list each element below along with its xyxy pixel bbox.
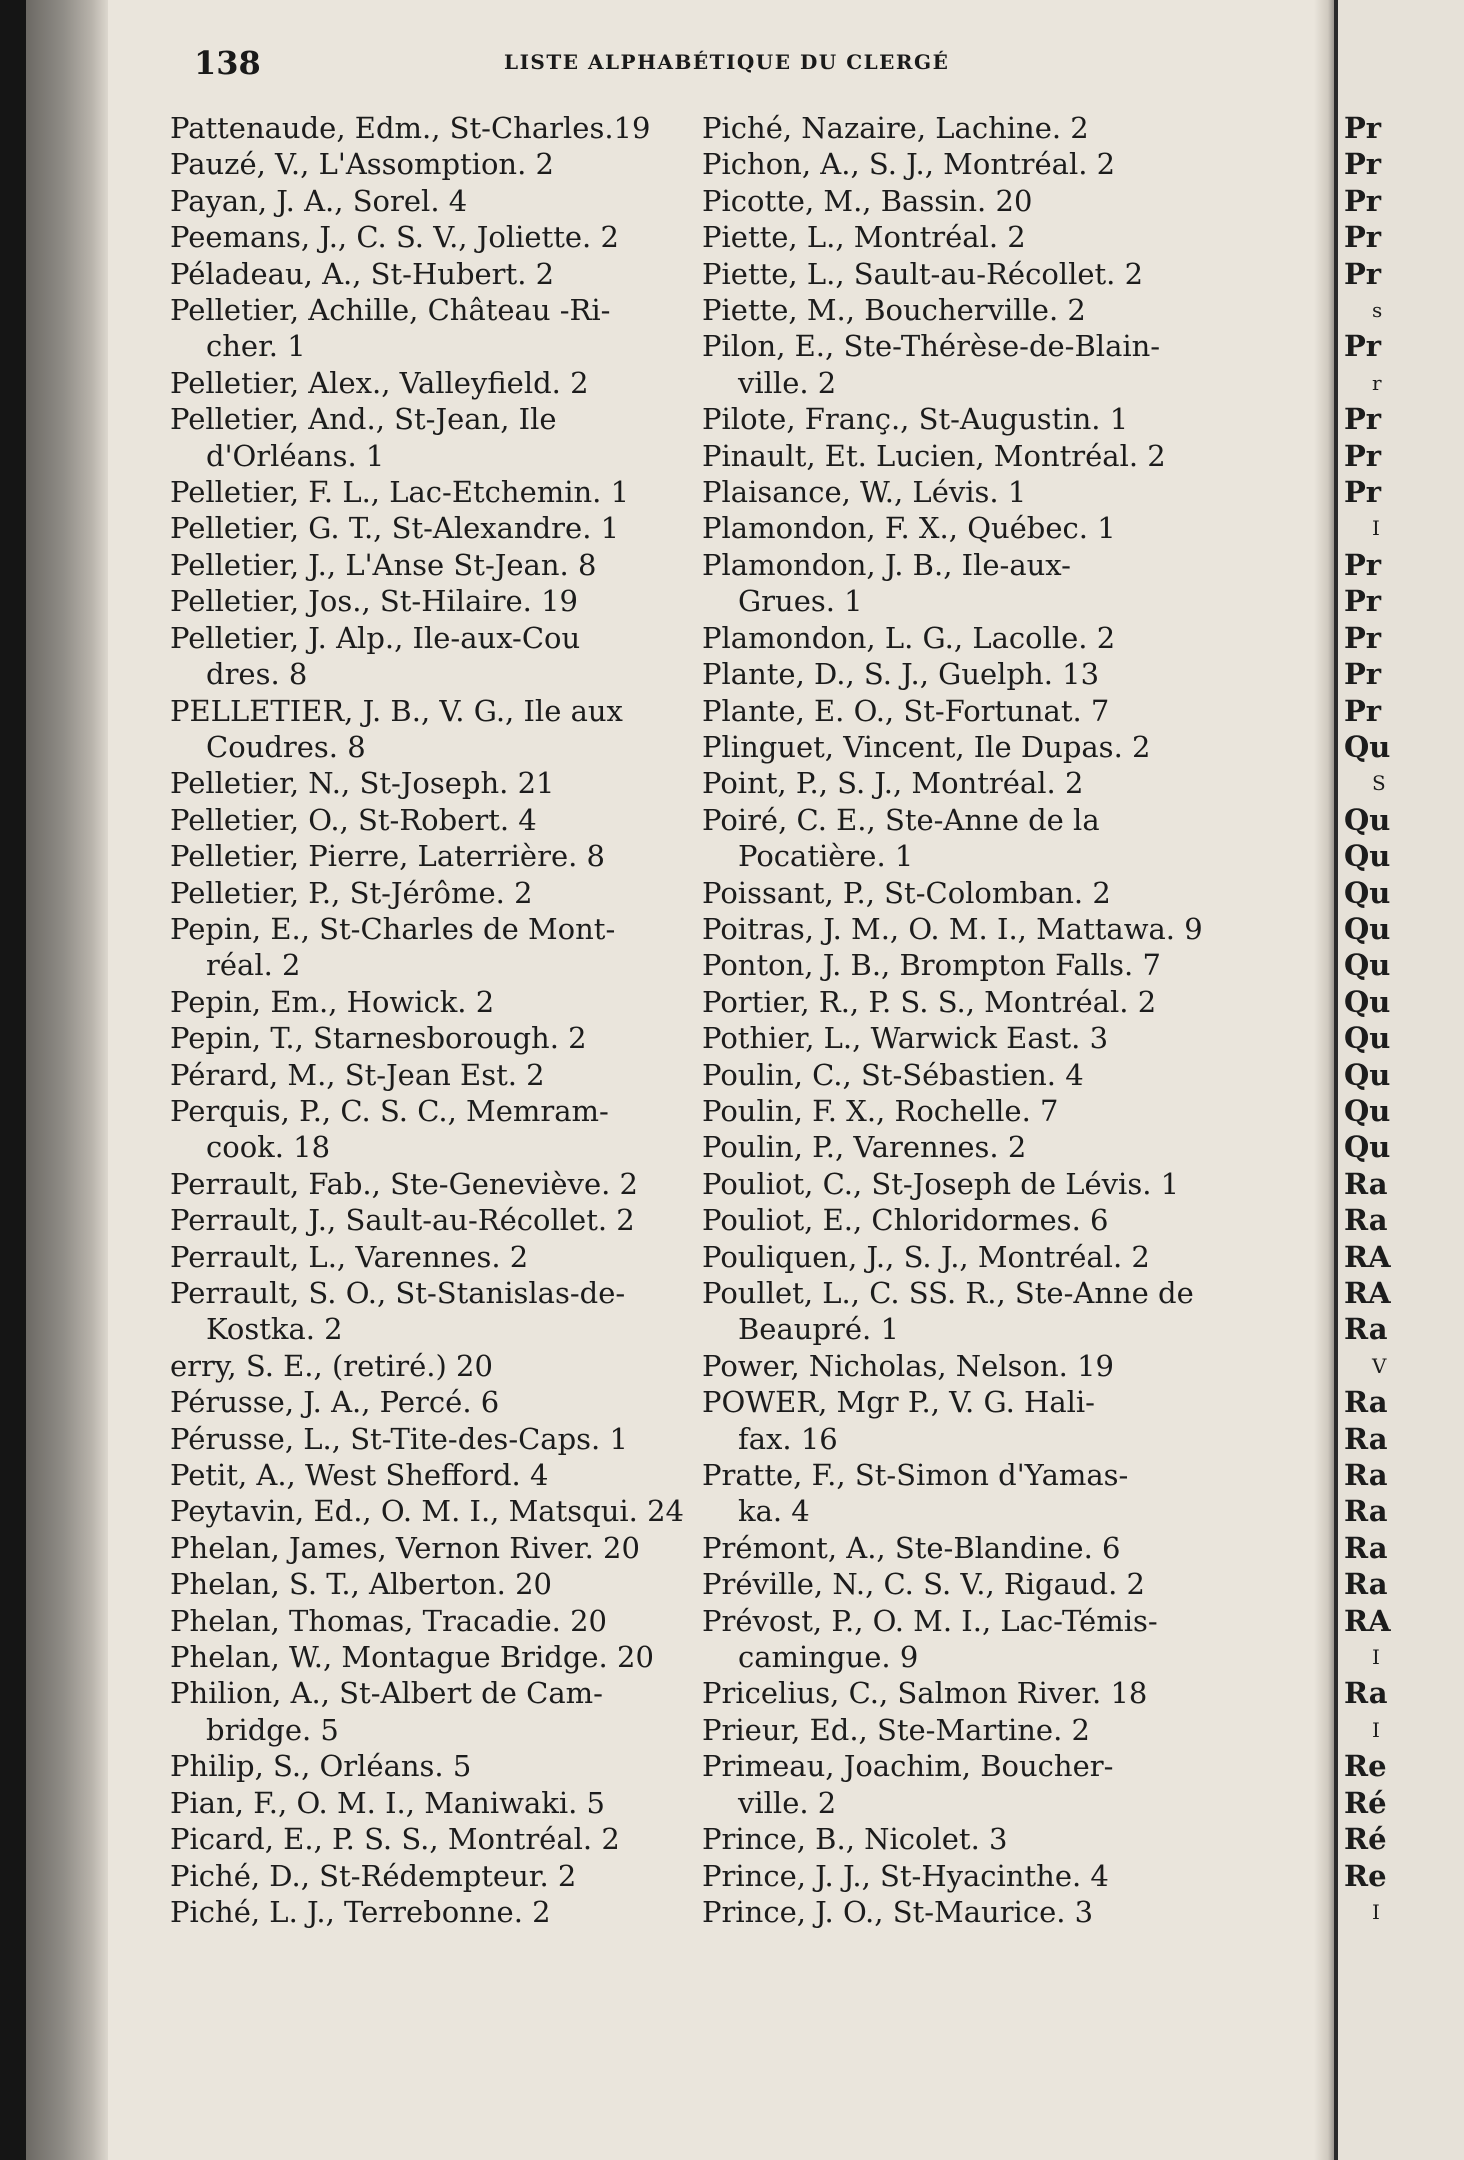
facing-entry-fragment: Ra xyxy=(1344,1530,1388,1565)
facing-entry-fragment: Ra xyxy=(1344,1458,1388,1493)
directory-entry-line: Poitras, J. M., O. M. I., Mattawa. 9 xyxy=(702,911,1203,946)
running-head: LISTE ALPHABÉTIQUE DU CLERGÉ xyxy=(504,50,950,74)
directory-entry-line: Piette, L., Sault-au-Récollet. 2 xyxy=(702,256,1144,291)
facing-entry-fragment: Qu xyxy=(1344,729,1391,764)
facing-entry-fragment: RA xyxy=(1344,1603,1391,1638)
directory-entry-line: Power, Nicholas, Nelson. 19 xyxy=(702,1348,1114,1383)
directory-entry-line: Piette, L., Montréal. 2 xyxy=(702,220,1026,255)
facing-entry-fragment: Pr xyxy=(1344,693,1382,728)
facing-entry-fragment: Ra xyxy=(1344,1421,1388,1456)
directory-entry-line: Péladeau, A., St-Hubert. 2 xyxy=(170,256,555,291)
directory-entry-line: Pepin, T., Starnesborough. 2 xyxy=(170,1021,587,1056)
directory-entry-line: Phelan, James, Vernon River. 20 xyxy=(170,1530,640,1565)
directory-entry-line: PELLETIER, J. B., V. G., Ile aux xyxy=(170,693,623,728)
facing-entry-fragment: I xyxy=(1372,1899,1380,1924)
directory-entry-line: Pelletier, J. Alp., Ile-aux-Cou xyxy=(170,620,581,655)
directory-entry-line: Pérard, M., St-Jean Est. 2 xyxy=(170,1057,545,1092)
directory-entry-line: Perrault, S. O., St-Stanislas-de- xyxy=(170,1276,626,1310)
directory-entry-line: bridge. 5 xyxy=(206,1712,339,1747)
directory-entry-line: ville. 2 xyxy=(738,1785,837,1820)
facing-entry-fragment: Pr xyxy=(1344,584,1382,619)
facing-entry-fragment: Qu xyxy=(1344,1130,1391,1165)
directory-entry-line: Prince, J. O., St-Maurice. 3 xyxy=(702,1894,1094,1929)
directory-entry-line: Pian, F., O. M. I., Maniwaki. 5 xyxy=(170,1785,605,1820)
facing-entry-fragment: Qu xyxy=(1344,984,1391,1019)
directory-entry-line: réal. 2 xyxy=(206,948,301,983)
facing-entry-fragment: Pr xyxy=(1344,620,1382,655)
page-gutter-shadow xyxy=(26,0,108,2160)
directory-entry-line: Piette, M., Boucherville. 2 xyxy=(702,293,1086,328)
facing-entry-fragment: s xyxy=(1372,298,1383,323)
facing-entry-fragment: Qu xyxy=(1344,1093,1391,1128)
directory-entry-line: Pelletier, Achille, Château -Ri- xyxy=(170,293,611,328)
facing-entry-fragment: Qu xyxy=(1344,839,1391,874)
directory-entry-line: Peytavin, Ed., O. M. I., Matsqui. 24 xyxy=(170,1494,684,1529)
facing-entry-fragment: Ra xyxy=(1344,1312,1388,1347)
directory-entry-line: Pilon, E., Ste-Thérèse-de-Blain- xyxy=(702,329,1161,364)
facing-entry-fragment: V xyxy=(1372,1353,1387,1378)
directory-entry-line: Pocatière. 1 xyxy=(738,839,914,874)
directory-entry-line: Ponton, J. B., Brompton Falls. 7 xyxy=(702,948,1161,983)
book-binding xyxy=(0,0,26,2160)
directory-entry-line: Beaupré. 1 xyxy=(738,1312,899,1347)
facing-entry-fragment: r xyxy=(1372,370,1382,395)
directory-entry-line: Philip, S., Orléans. 5 xyxy=(170,1749,472,1784)
facing-entry-fragment: Pr xyxy=(1344,111,1382,145)
left-column-entries xyxy=(170,110,700,1930)
directory-entry-line: Perquis, P., C. S. C., Memram- xyxy=(170,1093,609,1128)
facing-entry-fragment: Qu xyxy=(1344,802,1391,837)
directory-entry-line: Plamondon, J. B., Ile-aux- xyxy=(702,547,1071,582)
directory-entry-line: POWER, Mgr P., V. G. Hali- xyxy=(702,1385,1095,1420)
directory-entry-line: Peemans, J., C. S. V., Joliette. 2 xyxy=(170,220,619,255)
directory-entry-line: Préville, N., C. S. V., Rigaud. 2 xyxy=(702,1567,1146,1602)
directory-entry-line: Perrault, Fab., Ste-Geneviève. 2 xyxy=(170,1166,638,1201)
directory-entry-line: Kostka. 2 xyxy=(206,1312,343,1347)
directory-entry-line: Pothier, L., Warwick East. 3 xyxy=(702,1021,1109,1056)
directory-entry-line: Philion, A., St-Albert de Cam- xyxy=(170,1676,603,1711)
directory-entry-line: Coudres. 8 xyxy=(206,729,366,764)
directory-entry-line: Pelletier, O., St-Robert. 4 xyxy=(170,802,537,837)
directory-entry-line: Prince, J. J., St-Hyacinthe. 4 xyxy=(702,1858,1109,1893)
directory-entry-line: Poulin, C., St-Sébastien. 4 xyxy=(702,1057,1084,1092)
right-column-entries xyxy=(702,110,1262,1930)
directory-entry-line: Payan, J. A., Sorel. 4 xyxy=(170,183,468,218)
directory-entry-line: cook. 18 xyxy=(206,1130,331,1165)
facing-entry-fragment: Ra xyxy=(1344,1203,1388,1238)
directory-entry-line: Piché, L. J., Terrebonne. 2 xyxy=(170,1894,551,1929)
directory-entry-line: Poissant, P., St-Colomban. 2 xyxy=(702,875,1111,910)
facing-entry-fragment: Re xyxy=(1344,1749,1387,1784)
directory-entry-line: Portier, R., P. S. S., Montréal. 2 xyxy=(702,984,1157,1019)
facing-entry-fragment: I xyxy=(1372,516,1380,541)
page-number: 138 xyxy=(194,44,261,82)
directory-entry-line: Piché, Nazaire, Lachine. 2 xyxy=(702,111,1089,145)
facing-entry-fragment: I xyxy=(1372,1645,1380,1670)
directory-entry-line: Pouliot, E., Chloridormes. 6 xyxy=(702,1203,1109,1238)
facing-entry-fragment: Pr xyxy=(1344,438,1382,473)
facing-page-entries xyxy=(1338,110,1391,1930)
facing-entry-fragment: I xyxy=(1372,1717,1380,1742)
facing-entry-fragment: Pr xyxy=(1344,402,1382,437)
facing-entry-fragment: RA xyxy=(1344,1276,1391,1310)
facing-entry-fragment: Ra xyxy=(1344,1385,1388,1420)
directory-entry-line: Poiré, C. E., Ste-Anne de la xyxy=(702,802,1100,837)
directory-entry-line: cher. 1 xyxy=(206,329,306,364)
directory-entry-line: Pérusse, J. A., Percé. 6 xyxy=(170,1385,500,1420)
facing-entry-fragment: Pr xyxy=(1344,547,1382,582)
directory-entry-line: Phelan, Thomas, Tracadie. 20 xyxy=(170,1603,607,1638)
directory-entry-line: Prieur, Ed., Ste-Martine. 2 xyxy=(702,1712,1090,1747)
directory-entry-line: Prévost, P., O. M. I., Lac-Témis- xyxy=(702,1603,1158,1638)
directory-entry-line: Perrault, L., Varennes. 2 xyxy=(170,1239,529,1274)
directory-entry-line: Picotte, M., Bassin. 20 xyxy=(702,183,1033,218)
directory-entry-line: Pepin, Em., Howick. 2 xyxy=(170,984,495,1019)
page-fold-shadow xyxy=(1314,0,1334,2160)
directory-entry-line: Pattenaude, Edm., St-Charles.19 xyxy=(170,111,651,145)
directory-entry-line: Piché, D., St-Rédempteur. 2 xyxy=(170,1858,577,1893)
directory-entry-line: Point, P., S. J., Montréal. 2 xyxy=(702,766,1084,801)
directory-entry-line: Pelletier, N., St-Joseph. 21 xyxy=(170,766,555,801)
directory-entry-line: Prémont, A., Ste-Blandine. 6 xyxy=(702,1530,1121,1565)
directory-entry-line: Perrault, J., Sault-au-Récollet. 2 xyxy=(170,1203,635,1238)
directory-entry-line: Primeau, Joachim, Boucher- xyxy=(702,1749,1114,1784)
facing-entry-fragment: Pr xyxy=(1344,329,1382,364)
directory-entry-line: Pelletier, F. L., Lac-Etchemin. 1 xyxy=(170,475,630,510)
facing-entry-fragment: Pr xyxy=(1344,256,1382,291)
directory-entry-line: Pouliquen, J., S. J., Montréal. 2 xyxy=(702,1239,1150,1274)
facing-entry-fragment: Pr xyxy=(1344,475,1382,510)
directory-entry-line: Pelletier, Jos., St-Hilaire. 19 xyxy=(170,584,578,619)
directory-entry-line: Plaisance, W., Lévis. 1 xyxy=(702,475,1027,510)
directory-entry-line: Poulin, F. X., Rochelle. 7 xyxy=(702,1093,1059,1128)
directory-entry-line: ka. 4 xyxy=(738,1494,810,1529)
facing-entry-fragment: Pr xyxy=(1344,147,1382,182)
directory-entry-line: erry, S. E., (retiré.) 20 xyxy=(170,1348,493,1383)
facing-entry-fragment: Qu xyxy=(1344,1021,1391,1056)
directory-entry-line: Grues. 1 xyxy=(738,584,863,619)
directory-entry-line: Pinault, Et. Lucien, Montréal. 2 xyxy=(702,438,1166,473)
facing-entry-fragment: Ré xyxy=(1344,1785,1387,1820)
directory-entry-line: Pelletier, Alex., Valleyfield. 2 xyxy=(170,365,589,400)
facing-entry-fragment: Re xyxy=(1344,1858,1387,1893)
facing-entry-fragment: Qu xyxy=(1344,948,1391,983)
facing-page-fragment xyxy=(1338,0,1464,2160)
directory-entry-line: Pichon, A., S. J., Montréal. 2 xyxy=(702,147,1116,182)
directory-entry-line: Poulin, P., Varennes. 2 xyxy=(702,1130,1027,1165)
directory-entry-line: Plinguet, Vincent, Ile Dupas. 2 xyxy=(702,729,1151,764)
page-header xyxy=(194,44,1274,84)
directory-entry-line: Pauzé, V., L'Assomption. 2 xyxy=(170,147,554,182)
facing-entry-fragment: Ra xyxy=(1344,1676,1388,1711)
directory-entry-line: Pérusse, L., St-Tite-des-Caps. 1 xyxy=(170,1421,628,1456)
directory-entry-line: Plamondon, L. G., Lacolle. 2 xyxy=(702,620,1116,655)
facing-entry-fragment: Ra xyxy=(1344,1494,1388,1529)
facing-entry-fragment: S xyxy=(1372,771,1386,796)
directory-entry-line: Phelan, W., Montague Bridge. 20 xyxy=(170,1640,654,1675)
directory-entry-line: Plamondon, F. X., Québec. 1 xyxy=(702,511,1116,546)
directory-entry-line: Pratte, F., St-Simon d'Yamas- xyxy=(702,1458,1129,1493)
directory-entry-line: Pelletier, G. T., St-Alexandre. 1 xyxy=(170,511,620,546)
directory-entry-line: Pilote, Franç., St-Augustin. 1 xyxy=(702,402,1129,437)
directory-entry-line: Prince, B., Nicolet. 3 xyxy=(702,1822,1008,1857)
facing-entry-fragment: RA xyxy=(1344,1239,1391,1274)
directory-entry-line: Pelletier, And., St-Jean, Ile xyxy=(170,402,557,437)
directory-entry-line: Plante, D., S. J., Guelph. 13 xyxy=(702,657,1100,692)
facing-entry-fragment: Ra xyxy=(1344,1166,1388,1201)
directory-entry-line: Pouliot, C., St-Joseph de Lévis. 1 xyxy=(702,1166,1180,1201)
directory-entry-line: ville. 2 xyxy=(738,365,837,400)
directory-entry-line: fax. 16 xyxy=(738,1421,838,1456)
directory-entry-line: Poullet, L., C. SS. R., Ste-Anne de xyxy=(702,1276,1194,1310)
directory-entry-line: Picard, E., P. S. S., Montréal. 2 xyxy=(170,1822,620,1857)
directory-entry-line: Pelletier, Pierre, Laterrière. 8 xyxy=(170,839,605,874)
facing-entry-fragment: Qu xyxy=(1344,911,1391,946)
facing-entry-fragment: Qu xyxy=(1344,1057,1391,1092)
directory-entry-line: Plante, E. O., St-Fortunat. 7 xyxy=(702,693,1110,728)
directory-entry-line: d'Orléans. 1 xyxy=(206,438,385,473)
facing-entry-fragment: Qu xyxy=(1344,875,1391,910)
facing-entry-fragment: Ré xyxy=(1344,1822,1387,1857)
directory-entry-line: Pelletier, J., L'Anse St-Jean. 8 xyxy=(170,547,597,582)
facing-entry-fragment: Ra xyxy=(1344,1567,1388,1602)
directory-entry-line: Phelan, S. T., Alberton. 20 xyxy=(170,1567,552,1602)
facing-entry-fragment: Pr xyxy=(1344,657,1382,692)
directory-entry-line: Pepin, E., St-Charles de Mont- xyxy=(170,911,616,946)
directory-entry-line: dres. 8 xyxy=(206,657,308,692)
facing-entry-fragment: Pr xyxy=(1344,220,1382,255)
directory-entry-line: Pelletier, P., St-Jérôme. 2 xyxy=(170,875,533,910)
directory-entry-line: camingue. 9 xyxy=(738,1640,919,1675)
facing-entry-fragment: Pr xyxy=(1344,183,1382,218)
directory-entry-line: Petit, A., West Shefford. 4 xyxy=(170,1458,549,1493)
directory-entry-line: Pricelius, C., Salmon River. 18 xyxy=(702,1676,1148,1711)
